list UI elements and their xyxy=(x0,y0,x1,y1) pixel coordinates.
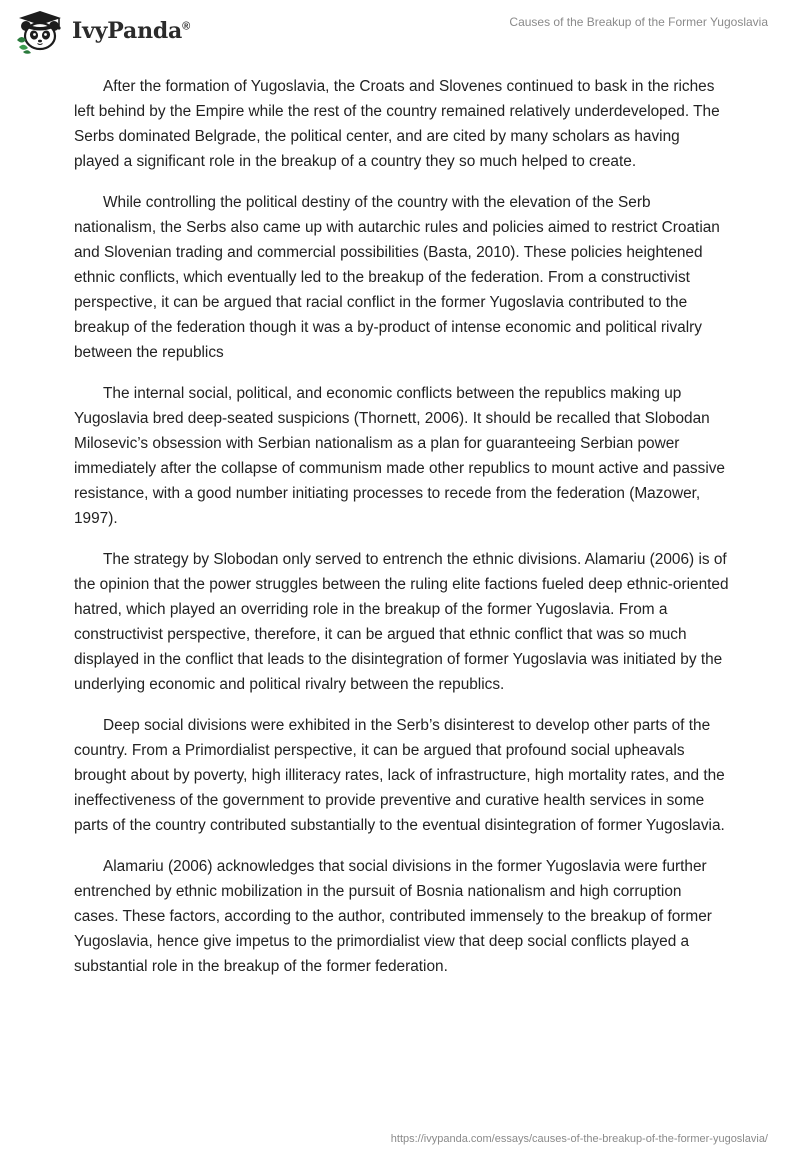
source-url[interactable]: https://ivypanda.com/essays/causes-of-the-breakup-of-the-former-yugoslavia/ xyxy=(390,1133,768,1145)
paragraph-4: The strategy by Slobodan only served to entrench the ethnic divisions. Alamariu (2006) is of the opinion that the power struggles between the ruling elite factions fueled deep ethnic-oriented hatred, which played an overriding role in the breakup of the former Yugoslavia. From a constructivist perspective, therefore, it can be argued that ethnic conflict that was so much displayed in the conflict that leads to the disintegration of former Yugoslavia was initiated by the underlying economic and political rivalry between the republics. xyxy=(74,551,729,693)
registered-mark: ® xyxy=(182,20,191,33)
panda-graduation-cap-icon xyxy=(14,8,66,54)
ivypanda-logo[interactable] xyxy=(14,8,190,54)
paragraph-3: The internal social, political, and economic conflicts between the republics making up Yugoslavia bred deep-seated suspicions (Thornett, 2006). It should be recalled that Slobodan Milosevic’s obsession with Serbian nationalism as a plan for guaranteeing Serbian power immediately after the collapse of communism made other republics to mount active and passive resistance, with a good number initiating processes to recede from the federation (Mazower, 1997). xyxy=(74,385,725,527)
paragraph-2: While controlling the political destiny of the country with the elevation of the Serb nationalism, the Serbs also came up with autarchic rules and policies aimed to restrict Croatian and Slovenian trading and commercial possibilities (Basta, 2010). These policies heightened ethnic conflicts, which eventually led to the breakup of the federation. From a constructivist perspective, it can be argued that racial conflict in the former Yugoslavia contributed to the breakup of the federation though it was a by-product of intense economic and political rivalry between the republics xyxy=(74,194,720,361)
document-title: Causes of the Breakup of the Former Yugoslavia xyxy=(509,15,768,29)
essay-body xyxy=(74,74,729,995)
paragraph-1: After the formation of Yugoslavia, the Croats and Slovenes continued to bask in the riches left behind by the Empire while the rest of the country remained relatively underdeveloped. The Serbs dominated Belgrade, the political center, and are cited by many scholars as having played a significant role in the breakup of a country they so much helped to create. xyxy=(74,78,720,170)
paragraph-6: Alamariu (2006) acknowledges that social divisions in the former Yugoslavia were further entrenched by ethnic mobilization in the pursuit of Bosnia nationalism and high corruption cases. These factors, according to the author, contributed immensely to the breakup of former Yugoslavia, hence give impetus to the primordialist view that deep social conflicts played a substantial role in the breakup of the former federation. xyxy=(74,858,712,975)
brand-name: IvyPanda® xyxy=(72,18,191,44)
paragraph-5: Deep social divisions were exhibited in the Serb’s disinterest to develop other parts of the country. From a Primordialist perspective, it can be argued that profound social upheavals brought about by poverty, high illiteracy rates, lack of infrastructure, high mortality rates, and the ineffectiveness of the government to provide preventive and curative health services in some parts of the country contributed substantially to the eventual disintegration of former Yugoslavia. xyxy=(74,717,725,834)
page-header xyxy=(0,0,800,66)
